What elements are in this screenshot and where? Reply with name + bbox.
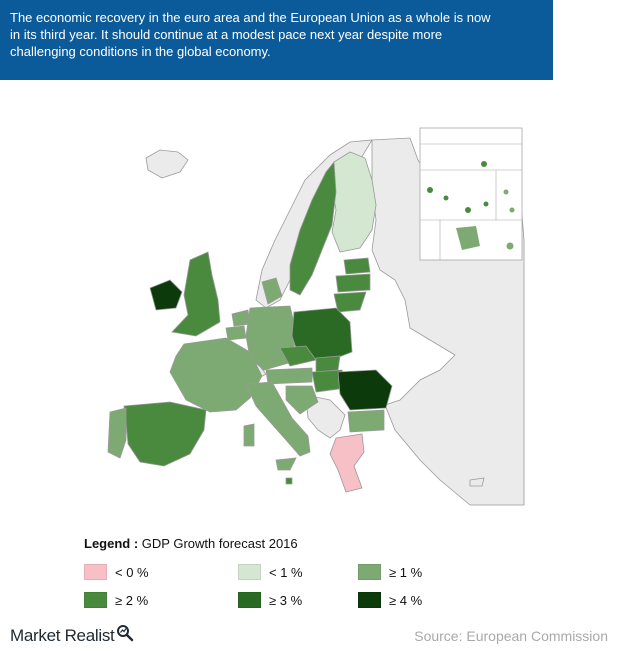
legend-item-ge-4 [358,592,422,608]
legend-label: Legend : [84,536,139,551]
country-sicily [276,458,296,470]
country-slovakia [316,356,340,372]
brand-logo [10,626,134,646]
country-portugal [108,408,126,458]
country-austria [266,368,312,384]
country-estonia [344,258,370,274]
legend-item-label: ≥ 2 % [115,592,149,608]
country-malta [286,478,292,484]
non-eu-iceland [146,150,188,178]
banner-line-3: challenging conditions in the global economy. [10,44,271,59]
country-netherlands [232,310,250,326]
legend-item-label: ≥ 4 % [389,592,423,608]
country-romania [338,370,392,410]
legend-item-label: < 0 % [115,564,149,580]
country-finland [332,152,376,252]
legend-swatch [358,592,381,608]
country-bulgaria [348,410,384,432]
legend-swatch [358,564,381,580]
country-greece [330,434,364,492]
magnifier-icon [116,624,134,642]
legend-item-ge-1 [358,564,422,580]
legend-item-ge-2 [84,592,148,608]
europe-gdp-map [0,100,628,520]
legend-swatch [84,592,107,608]
country-belgium [226,326,246,340]
banner-line-1: The economic recovery in the euro area and the European Union as a whole is now [10,10,491,25]
legend-subtitle: GDP Growth forecast 2016 [141,536,298,551]
legend-swatch [238,564,261,580]
legend-item-label: ≥ 3 % [269,592,303,608]
outermost-regions-inset [420,128,522,260]
legend-item-label: < 1 % [269,564,303,580]
country-ireland [150,280,182,310]
legend-item-ge-3 [238,592,302,608]
legend-swatch [84,564,107,580]
intro-banner [0,0,553,80]
country-lithuania [334,292,366,312]
map-svg [0,100,628,520]
country-spain [124,402,206,466]
legend-item-below-1 [238,564,303,580]
country-sardinia [244,424,254,446]
source-credit: Source: European Commission [414,628,608,644]
legend-swatch [238,592,261,608]
brand-name: Market Realist [10,626,115,645]
banner-line-2: in its third year. It should continue at a modest pace next year despite more [10,27,443,42]
legend-item-label: ≥ 1 % [389,564,423,580]
country-latvia [336,274,370,292]
legend-title [84,536,298,551]
legend-item-below-0 [84,564,149,580]
